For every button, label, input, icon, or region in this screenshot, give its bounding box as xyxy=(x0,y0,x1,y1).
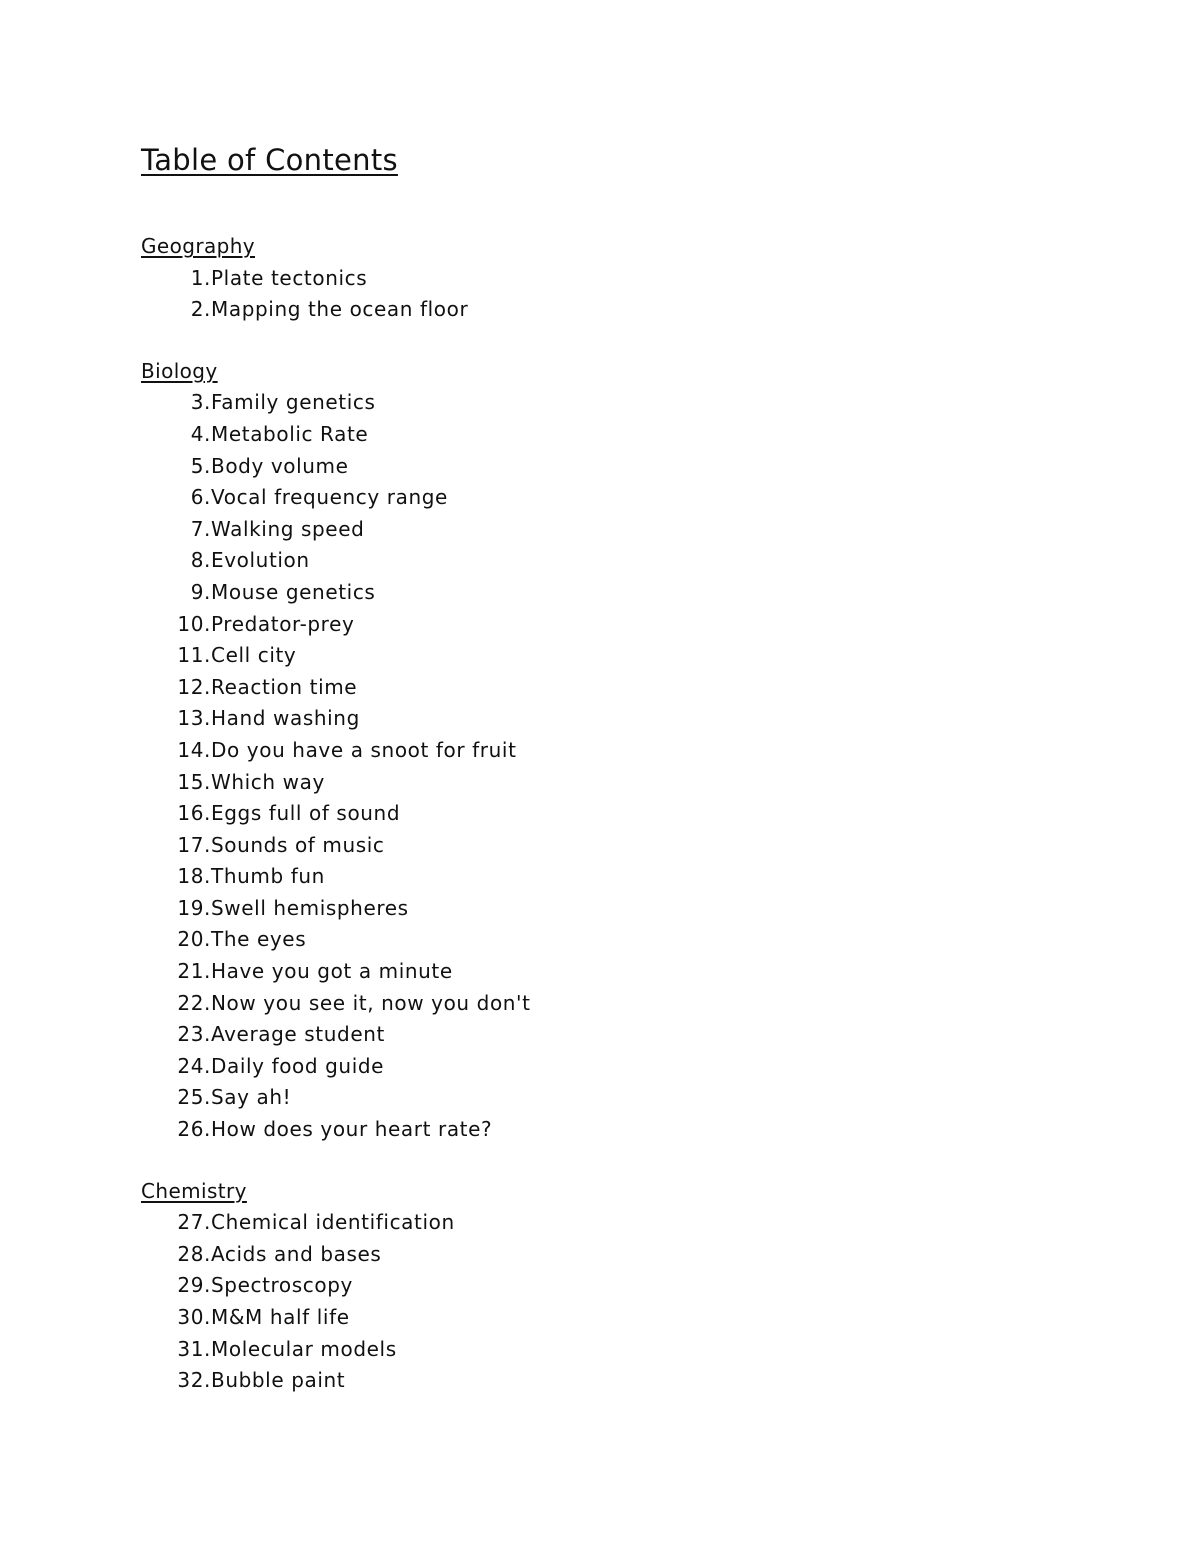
list-item xyxy=(141,640,1101,672)
item-number: 16. xyxy=(177,801,211,826)
item-number: 30. xyxy=(177,1305,211,1329)
item-number-column xyxy=(141,893,211,925)
item-number-column xyxy=(141,263,211,295)
item-number: 21. xyxy=(177,959,211,984)
list-item xyxy=(141,1334,1101,1366)
list-item xyxy=(141,767,1101,799)
item-number-column xyxy=(141,419,211,451)
item-number-column xyxy=(141,640,211,672)
item-number: 24. xyxy=(177,1053,211,1078)
item-label: Have you got a minute xyxy=(211,959,453,984)
list-item xyxy=(141,577,1101,609)
item-number: 19. xyxy=(177,895,211,920)
item-number-column xyxy=(141,1207,211,1239)
item-label: Daily food guide xyxy=(211,1053,385,1078)
section-item-list xyxy=(141,1207,1101,1397)
item-number: 26. xyxy=(177,1117,211,1142)
item-number-column xyxy=(141,735,211,767)
item-label: Sounds of music xyxy=(211,832,385,857)
list-item xyxy=(141,893,1101,925)
item-number: 3. xyxy=(190,390,211,415)
list-item xyxy=(141,798,1101,830)
item-number-column xyxy=(141,956,211,988)
list-item xyxy=(141,1207,1101,1239)
item-label: Mouse genetics xyxy=(211,579,376,604)
item-label: Plate tectonics xyxy=(211,265,368,290)
list-item xyxy=(141,956,1101,988)
list-item xyxy=(141,1019,1101,1051)
section-item-list xyxy=(141,263,1101,326)
item-number: 25. xyxy=(177,1085,211,1110)
item-number-column xyxy=(141,1270,211,1302)
item-number-column xyxy=(141,609,211,641)
item-number: 28. xyxy=(177,1241,211,1266)
item-label: Say ah! xyxy=(211,1085,292,1110)
item-label: Mapping the ocean floor xyxy=(211,297,469,322)
item-label: Metabolic Rate xyxy=(211,421,369,446)
item-label: Hand washing xyxy=(211,706,360,731)
item-label: Chemical identification xyxy=(211,1210,455,1235)
item-number: 2. xyxy=(190,297,211,322)
item-number-column xyxy=(141,1114,211,1146)
item-number: 15. xyxy=(177,769,211,794)
item-label: Reaction time xyxy=(211,674,358,699)
item-label: Walking speed xyxy=(211,516,365,541)
item-label: Body volume xyxy=(211,453,349,478)
item-number: 12. xyxy=(177,674,211,699)
item-number-column xyxy=(141,545,211,577)
item-number-column xyxy=(141,1302,211,1334)
list-item xyxy=(141,451,1101,483)
item-label: Spectroscopy xyxy=(211,1273,353,1298)
section-geography xyxy=(141,231,1101,326)
item-number: 32. xyxy=(177,1368,211,1393)
item-number: 4. xyxy=(190,421,211,446)
list-item xyxy=(141,703,1101,735)
item-label: M&M half life xyxy=(211,1305,350,1329)
item-number: 17. xyxy=(177,832,211,857)
list-item xyxy=(141,419,1101,451)
item-number-column xyxy=(141,1019,211,1051)
item-number-column xyxy=(141,451,211,483)
list-item xyxy=(141,1302,1101,1334)
section-heading: Chemistry xyxy=(141,1178,247,1203)
section-heading: Biology xyxy=(141,358,218,383)
item-number: 5. xyxy=(190,453,211,478)
item-label: Cell city xyxy=(211,643,297,668)
item-label: Predator-prey xyxy=(211,611,355,636)
item-number: 6. xyxy=(190,485,211,510)
item-number-column xyxy=(141,798,211,830)
document-page xyxy=(141,140,1101,1427)
item-number: 14. xyxy=(177,737,211,762)
item-number-column xyxy=(141,387,211,419)
item-number: 27. xyxy=(177,1210,211,1235)
item-label: Vocal frequency range xyxy=(211,485,448,510)
list-item xyxy=(141,861,1101,893)
list-item xyxy=(141,609,1101,641)
item-number-column xyxy=(141,1239,211,1271)
item-number-column xyxy=(141,767,211,799)
list-item xyxy=(141,735,1101,767)
list-item xyxy=(141,294,1101,326)
list-item xyxy=(141,514,1101,546)
list-item xyxy=(141,830,1101,862)
item-number: 8. xyxy=(190,548,211,573)
list-item xyxy=(141,1082,1101,1114)
item-number: 1. xyxy=(190,265,211,290)
section-biology xyxy=(141,356,1101,1146)
item-number-column xyxy=(141,703,211,735)
list-item xyxy=(141,1051,1101,1083)
item-number-column xyxy=(141,577,211,609)
section-heading: Geography xyxy=(141,234,256,258)
item-label: Thumb fun xyxy=(211,864,325,889)
item-number: 9. xyxy=(190,579,211,604)
item-number-column xyxy=(141,924,211,956)
item-number-column xyxy=(141,1051,211,1083)
item-label: The eyes xyxy=(211,927,307,952)
item-label: Family genetics xyxy=(211,390,376,415)
section-chemistry xyxy=(141,1176,1101,1397)
item-number: 18. xyxy=(177,864,211,889)
item-number: 13. xyxy=(177,706,211,731)
item-label: Acids and bases xyxy=(211,1241,382,1266)
item-number-column xyxy=(141,1334,211,1366)
list-item xyxy=(141,545,1101,577)
item-number-column xyxy=(141,294,211,326)
list-item xyxy=(141,672,1101,704)
list-item xyxy=(141,1239,1101,1271)
list-item xyxy=(141,1270,1101,1302)
item-number: 29. xyxy=(177,1273,211,1298)
list-item xyxy=(141,482,1101,514)
contents-sections xyxy=(141,231,1101,1397)
item-label: How does your heart rate? xyxy=(211,1117,493,1142)
item-number-column xyxy=(141,672,211,704)
item-label: Evolution xyxy=(211,548,310,573)
item-label: Bubble paint xyxy=(211,1368,346,1393)
item-number-column xyxy=(141,861,211,893)
section-item-list xyxy=(141,387,1101,1145)
item-number: 31. xyxy=(177,1336,211,1361)
item-label: Do you have a snoot for fruit xyxy=(211,737,517,762)
item-number-column xyxy=(141,988,211,1020)
item-number-column xyxy=(141,514,211,546)
list-item xyxy=(141,387,1101,419)
item-label: Average student xyxy=(211,1022,385,1047)
item-label: Now you see it, now you don't xyxy=(211,990,531,1015)
item-number-column xyxy=(141,830,211,862)
item-number-column xyxy=(141,1082,211,1114)
list-item xyxy=(141,924,1101,956)
item-label: Swell hemispheres xyxy=(211,895,409,920)
item-label: Which way xyxy=(211,769,325,794)
item-number: 22. xyxy=(177,990,211,1015)
item-label: Molecular models xyxy=(211,1336,397,1361)
item-number-column xyxy=(141,1365,211,1397)
list-item xyxy=(141,1365,1101,1397)
item-number: 11. xyxy=(177,643,211,668)
list-item xyxy=(141,988,1101,1020)
item-label: Eggs full of sound xyxy=(211,801,401,826)
list-item xyxy=(141,263,1101,295)
list-item xyxy=(141,1114,1101,1146)
item-number: 23. xyxy=(177,1022,211,1047)
item-number: 10. xyxy=(177,611,211,636)
item-number: 7. xyxy=(190,516,211,541)
item-number: 20. xyxy=(177,927,211,952)
page-title: Table of Contents xyxy=(141,143,398,177)
item-number-column xyxy=(141,482,211,514)
